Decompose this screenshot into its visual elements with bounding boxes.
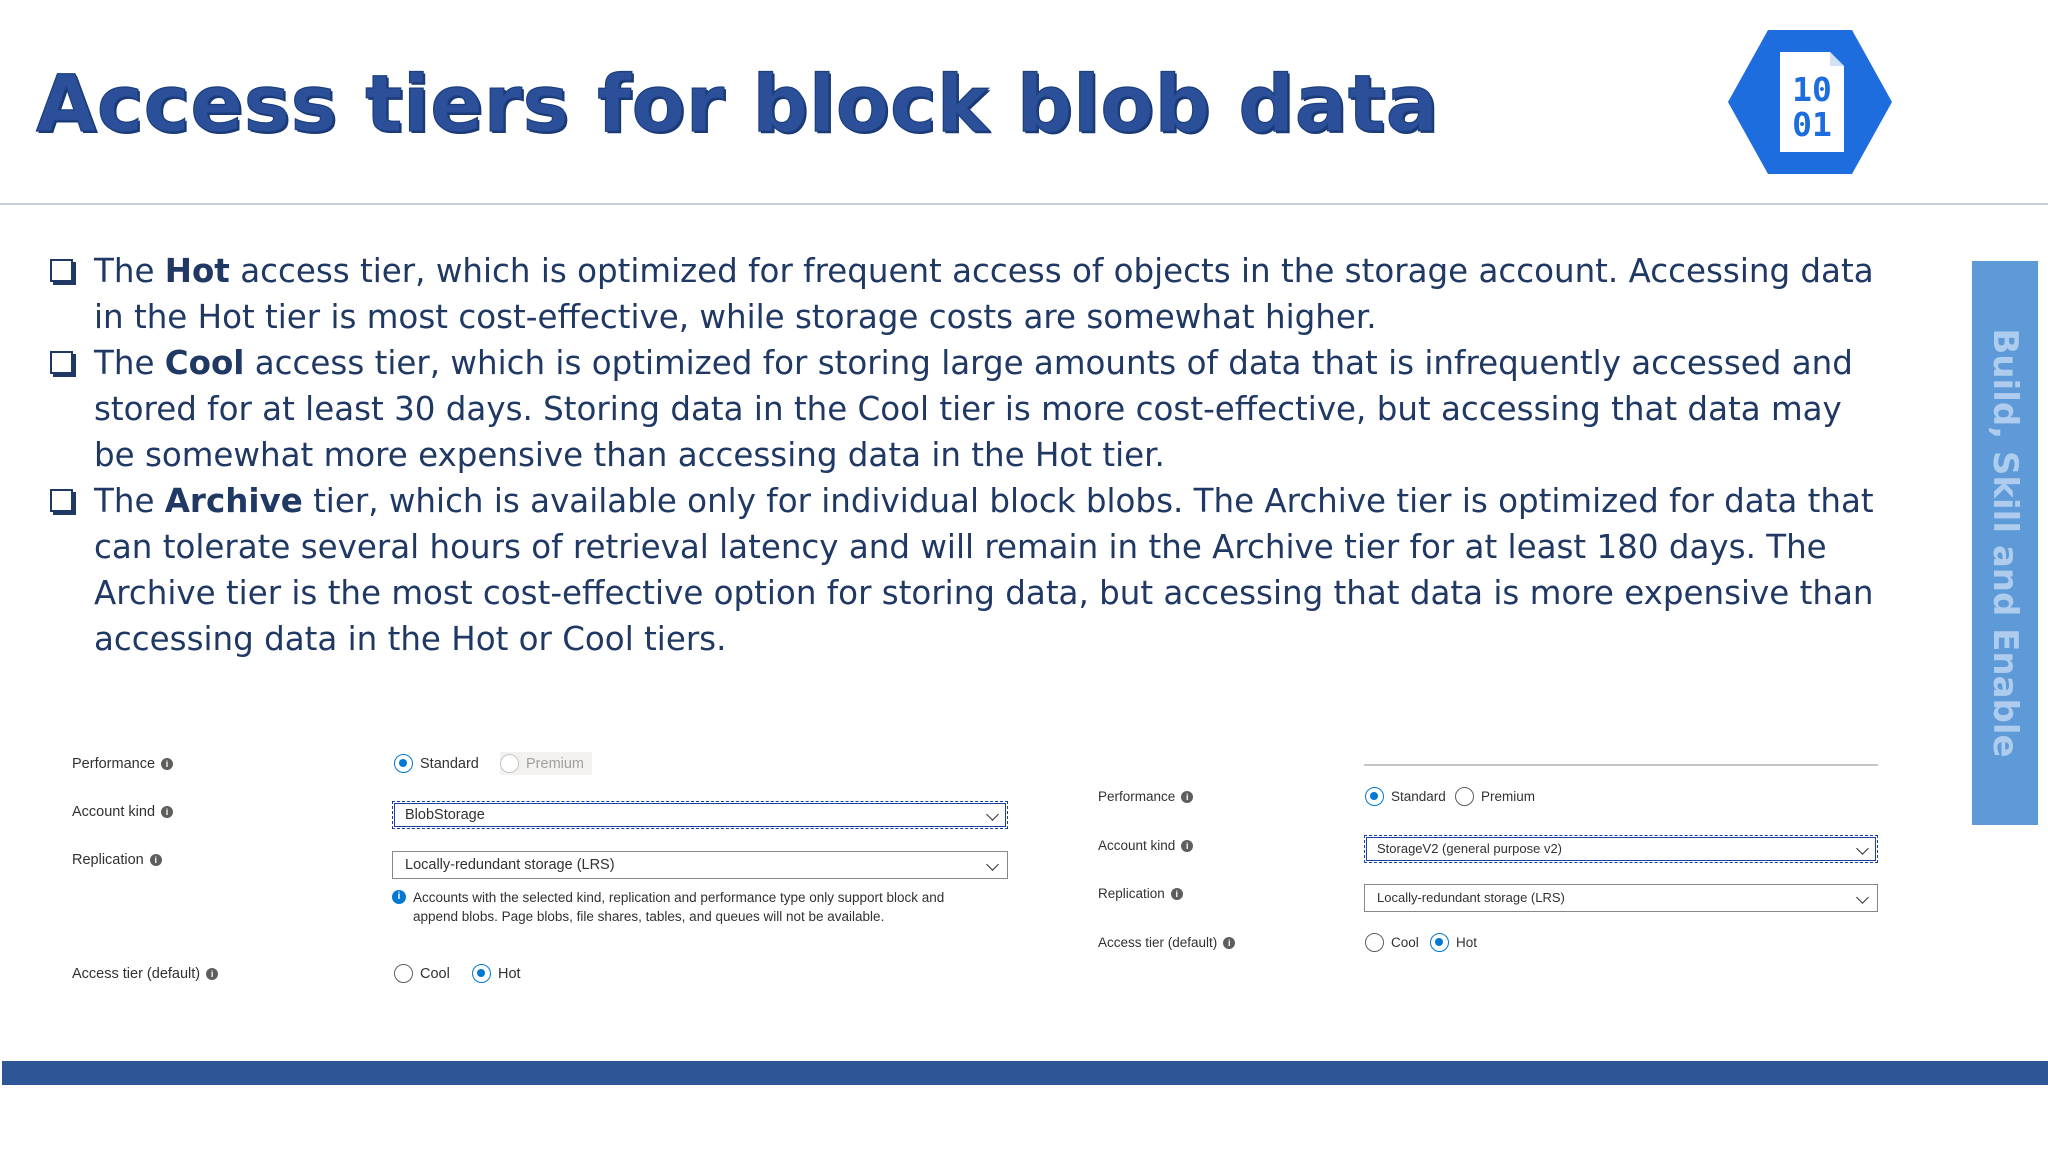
checkbox-square-icon	[50, 351, 73, 374]
info-icon[interactable]: i	[150, 854, 162, 866]
replication-label: Replication i	[72, 852, 162, 868]
bullet-prefix: The	[94, 482, 165, 520]
replication-select[interactable]: Locally-redundant storage (LRS)	[392, 851, 1008, 879]
bullet-hot	[48, 248, 1888, 340]
chevron-down-icon	[986, 808, 999, 821]
access-tier-hot-radio[interactable]: Hot	[1430, 933, 1477, 952]
access-tier-label: Access tier (default) i	[72, 966, 218, 982]
account-kind-label: Account kind i	[1098, 838, 1193, 853]
bullet-archive	[48, 478, 1888, 662]
account-kind-select[interactable]: BlobStorage	[392, 801, 1008, 829]
access-tier-label: Access tier (default) i	[1098, 935, 1235, 950]
performance-label: Performance i	[72, 756, 173, 772]
info-icon[interactable]: i	[161, 758, 173, 770]
performance-premium-radio[interactable]: Premium	[1455, 787, 1535, 806]
bullet-term: Cool	[164, 344, 245, 382]
bullet-text: access tier, which is optimized for frequent access of objects in the storage account. Accessing data in the Hot tier is most cost-effective, while storage costs are somewhat higher.	[94, 252, 1874, 336]
bullet-term: Hot	[164, 252, 230, 290]
checkbox-square-icon	[50, 259, 73, 282]
access-tier-cool-radio[interactable]: Cool	[394, 964, 450, 983]
bullet-text: access tier, which is optimized for storing large amounts of data that is infrequently accessed and stored for at least 30 days. Storing data in the Cool tier is more cost-effective, but accessing that data may be somewhat more expensive than accessing data in the Hot tier.	[94, 344, 1853, 474]
bullet-list	[48, 248, 1888, 662]
replication-label: Replication i	[1098, 886, 1183, 901]
performance-standard-radio[interactable]: Standard	[1365, 787, 1446, 806]
account-kind-select[interactable]: StorageV2 (general purpose v2)	[1364, 835, 1878, 863]
side-banner-text: Build, Skill and Enable	[1985, 328, 2025, 758]
account-kind-label: Account kind i	[72, 804, 173, 820]
info-icon[interactable]: i	[1223, 937, 1235, 949]
replication-select[interactable]: Locally-redundant storage (LRS)	[1364, 884, 1878, 912]
info-icon[interactable]: i	[161, 806, 173, 818]
performance-premium-radio: Premium	[500, 752, 592, 775]
info-icon[interactable]: i	[206, 968, 218, 980]
logo-digits-bottom: 01	[1792, 105, 1832, 144]
footer-bar	[2, 1061, 2048, 1085]
chevron-down-icon	[1856, 842, 1869, 855]
logo-digits-top: 10	[1792, 70, 1832, 109]
access-tier-cool-radio[interactable]: Cool	[1365, 933, 1419, 952]
bullet-cool	[48, 340, 1888, 478]
side-banner	[1972, 261, 2038, 825]
info-icon[interactable]: i	[1181, 791, 1193, 803]
chevron-down-icon	[1856, 891, 1869, 904]
bullet-prefix: The	[94, 344, 165, 382]
performance-standard-radio[interactable]: Standard	[394, 754, 479, 773]
bullet-prefix: The	[94, 252, 165, 290]
access-tier-hot-radio[interactable]: Hot	[472, 964, 521, 983]
header-divider	[0, 203, 2048, 205]
account-kind-note: i Accounts with the selected kind, replication and performance type only support block and append blobs. Page blobs, file shares, tables, and queues will not be available.	[413, 888, 993, 926]
form-top-divider	[1364, 764, 1878, 766]
slide-title: Access tiers for block blob data	[36, 60, 1439, 150]
chevron-down-icon	[986, 858, 999, 871]
info-icon: i	[392, 890, 406, 904]
info-icon[interactable]: i	[1181, 840, 1193, 852]
bullet-text: tier, which is available only for individual block blobs. The Archive tier is optimized for data that can tolerate several hours of retrieval latency and will remain in the Archive tier for at least 180 days. The Archive tier is the most cost-effective option for storing data, but accessing that data is more expensive than accessing data in the Hot or Cool tiers.	[94, 482, 1874, 658]
checkbox-square-icon	[50, 489, 73, 512]
info-icon[interactable]: i	[1171, 888, 1183, 900]
performance-label: Performance i	[1098, 789, 1193, 804]
storage-blob-hexagon-icon	[1726, 28, 1894, 176]
bullet-term: Archive	[164, 482, 303, 520]
